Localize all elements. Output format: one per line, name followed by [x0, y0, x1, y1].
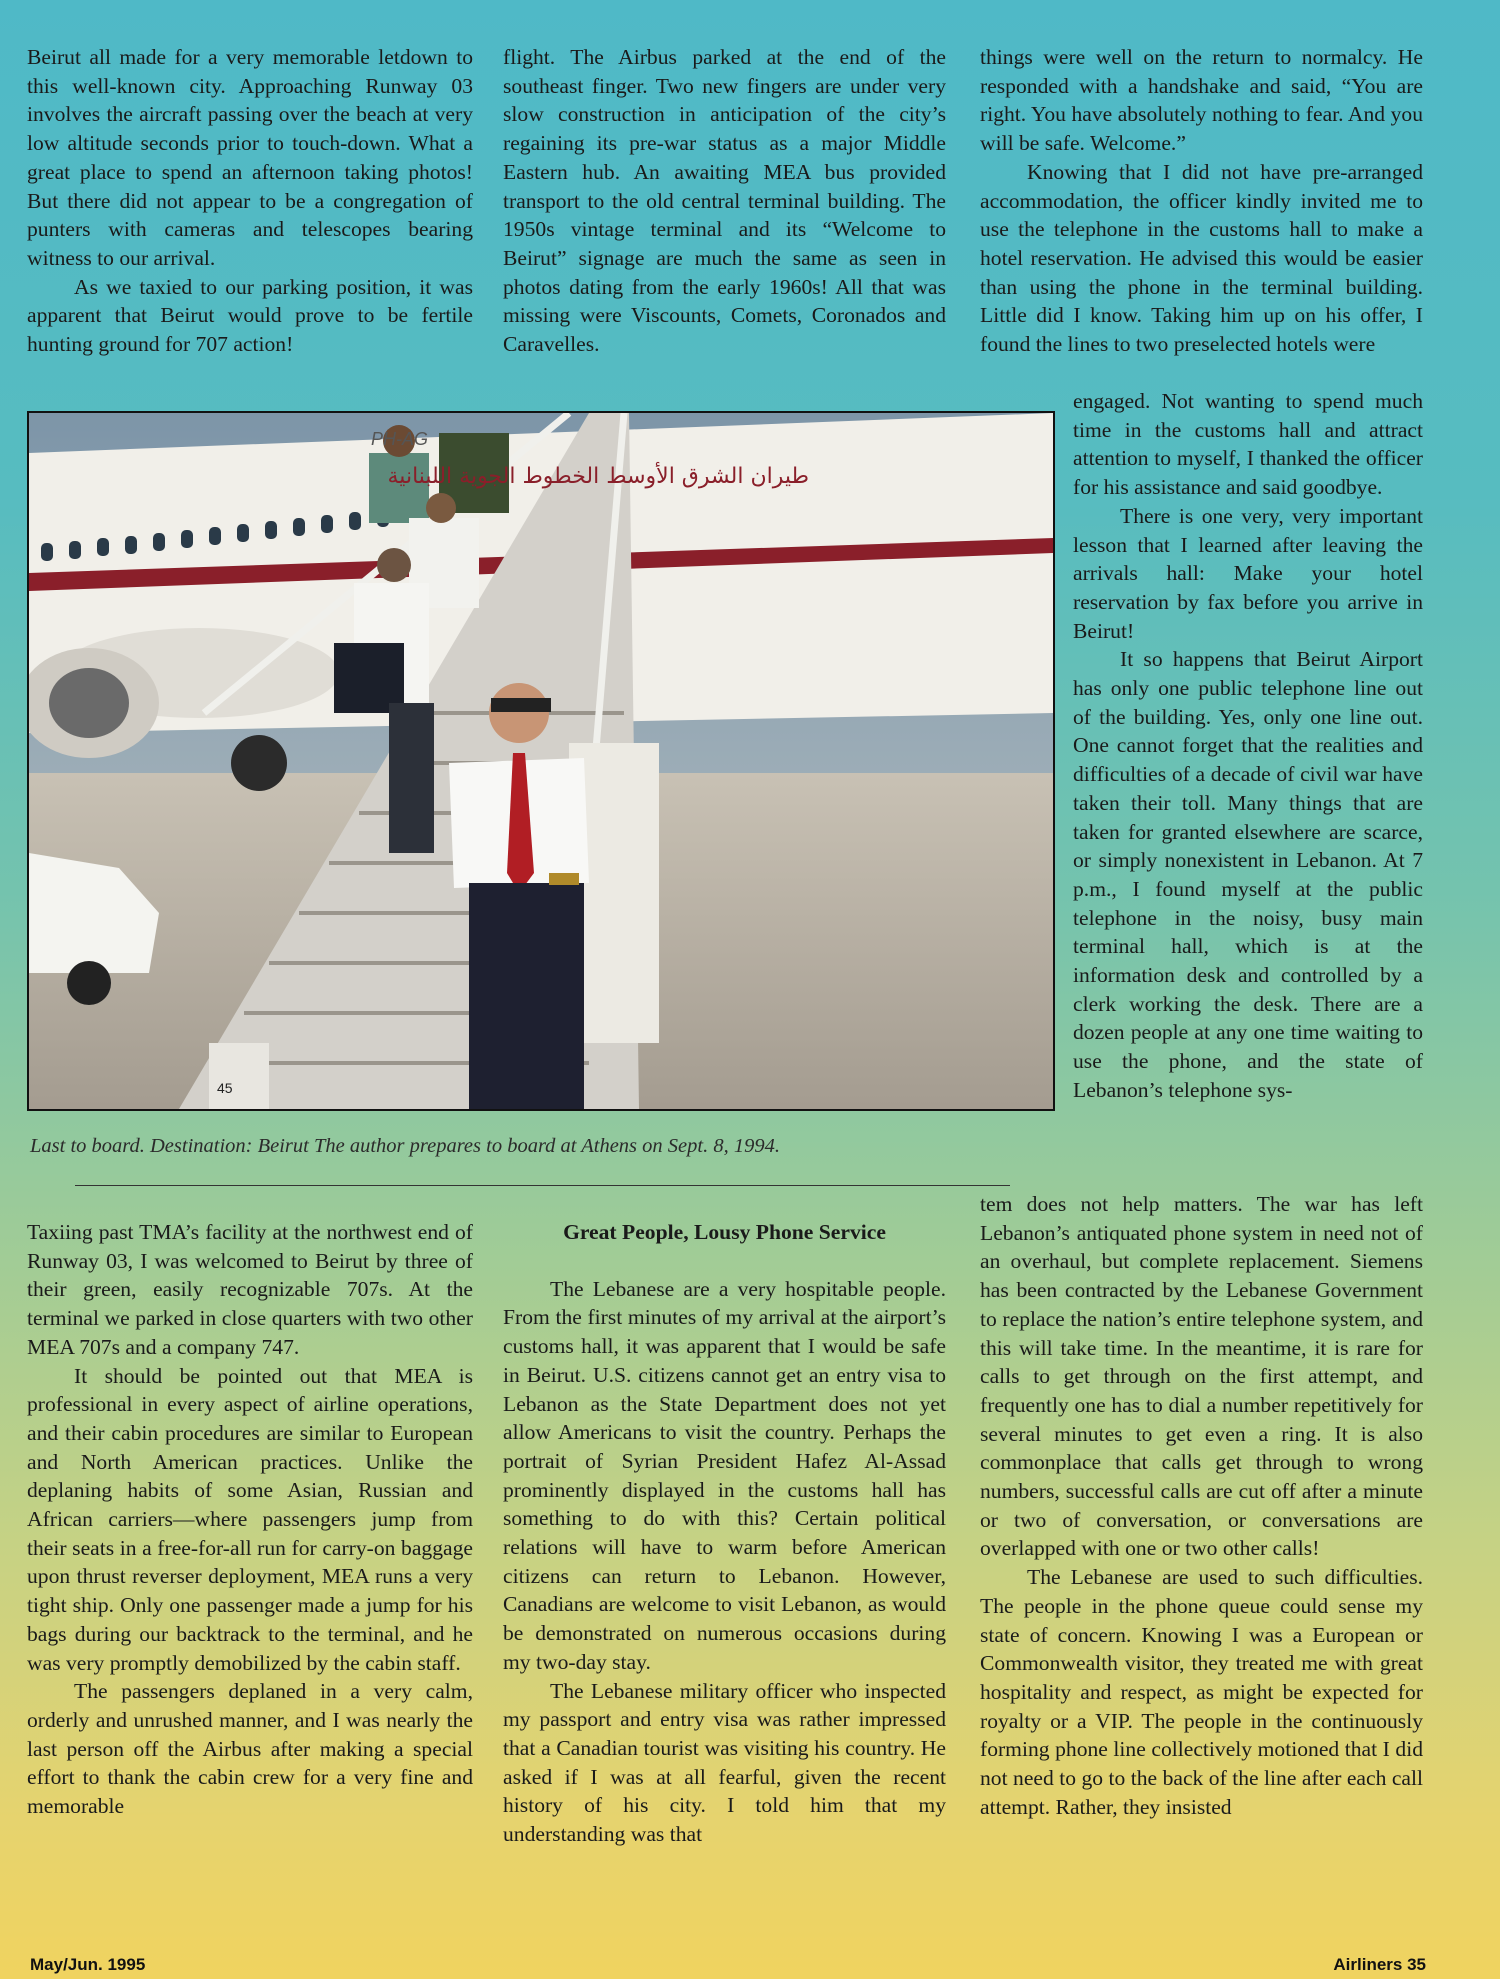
paragraph: flight. The Airbus parked at the end of the southeast finger. Two new fingers are under very slow construction in anticipation of the city’s regaining its pre-war status as a major Middle Eastern hub. An awaiting MEA bus provided transport to the old central terminal building. The 1950s vintage terminal and its “Welcome to Beirut” signage are much the same as seen in photos dating from the early 1960s! All that was missing were Viscounts, Comets, Coronados and Caravelles.	[503, 45, 946, 357]
footer-issue-date: May/Jun. 1995	[30, 1955, 146, 1974]
column-3-bottom	[980, 1190, 1423, 1821]
paragraph: tem does not help matters. The war has left Lebanon’s antiquated phone system in need not of an overhaul, but complete replacement. Siemens has been contracted by the Lebanese Government to replace the nation’s entire telephone system, and this will take time. In the meantime, it is rare for calls to get through on the first attempt, and frequently one has to dial a number repetitively for several minutes to get even a ring. It is also commonplace that calls get through to wrong numbers, successful calls are cut off after a minute or two of conversation, or conversations are overlapped with one or two other calls!	[980, 1192, 1423, 1561]
boarding-photo	[27, 411, 1055, 1111]
photo-caption: Last to board. Destination: Beirut The author prepares to board at Athens on Sept. 8, 1994.	[30, 1135, 780, 1157]
paragraph: As we taxied to our parking position, it was apparent that Beirut would prove to be fertile hunting ground for 707 action!	[27, 274, 473, 357]
column-3-top	[980, 43, 1423, 359]
aircraft-arabic-titles: طيران الشرق الأوسط الخطوط الجوية اللبنانية	[387, 464, 809, 489]
section-heading: Great People, Lousy Phone Service	[563, 1220, 886, 1244]
paragraph: Beirut all made for a very memorable letdown to this well-known city. Approaching Runway 03 involves the aircraft passing over the beach at very low altitude seconds prior to touch-down. What a great place to spend an afternoon taking photos! But there did not appear to be a congregation of punters with cameras and telescopes bearing witness to our arrival.	[27, 45, 473, 270]
column-1-top	[27, 43, 473, 359]
paragraph: There is one very, very important lesson that I learned after leaving the arrivals hall: Make your hotel reservation by fax before you arrive in Beirut!	[1073, 503, 1423, 643]
stair-number: 45	[217, 1080, 233, 1096]
paragraph: It so happens that Beirut Airport has only one public telephone line out of the building. Yes, only one line out. One cannot forget that the realities and difficulties of a decade of civil war have taken their toll. Many things that are taken for granted elsewhere are scarce, or simply nonexistent in Lebanon. At 7 p.m., I found myself at the public telephone in the noisy, busy main terminal hall, which is at the information desk and controlled by a clerk working the desk. There are a dozen people at any one time waiting to use the phone, and the state of Lebanon’s telephone sys-	[1073, 647, 1423, 1102]
paragraph: The Lebanese are used to such difficulties. The people in the phone queue could sense my state of concern. Knowing I was a European or Commonwealth visitor, they treated me with great hospitality and respect, as might be expected for royalty or a VIP. The people in the continuously forming phone line collectively motioned that I did not need to go to the back of the line after each call attempt. Rather, they insisted	[980, 1565, 1423, 1819]
divider	[75, 1185, 1010, 1186]
paragraph: The passengers deplaned in a very calm, orderly and unrushed manner, and I was nearly the last person off the Airbus after making a special effort to thank the cabin crew for a very fine and memorable	[27, 1679, 473, 1819]
footer-page-number: Airliners 35	[1333, 1955, 1426, 1974]
column-2-top	[503, 43, 946, 359]
paragraph: It should be pointed out that MEA is professional in every aspect of airline operations, and their cabin procedures are similar to European and North American practices. Unlike the deplaning habits of some Asian, Russian and African carriers—where passengers jump from their seats in a free-for-all run for carry-on baggage upon thrust reverser deployment, MEA runs a very tight ship. Only one passenger made a jump for his bags during our backtrack to the terminal, and he was very promptly demobilized by the cabin staff.	[27, 1363, 473, 1675]
paragraph: Taxiing past TMA’s facility at the northwest end of Runway 03, I was welcomed to Beirut by three of their green, easily recognizable 707s. At the terminal we parked in close quarters with two other MEA 707s and a company 747.	[27, 1220, 473, 1359]
column-3-middle	[1073, 387, 1423, 1105]
column-1-bottom	[27, 1218, 473, 1821]
paragraph: Knowing that I did not have pre-arranged accommodation, the officer kindly invited me to use the telephone in the customs hall to make a hotel reservation. He advised this would be easier than using the phone in the terminal building. Little did I know. Taking him up on his offer, I found the lines to two preselected hotels were	[980, 159, 1423, 357]
aircraft-registration: PH-AG	[371, 429, 429, 449]
column-2-bottom	[503, 1218, 946, 1849]
paragraph: The Lebanese military officer who inspected my passport and entry visa was rather impressed that a Canadian tourist was visiting his country. He asked if I was at all fearful, given the recent history of his city. I told him that my understanding was that	[503, 1678, 946, 1847]
paragraph: things were well on the return to normalcy. He responded with a handshake and said, “You are right. You have absolutely nothing to fear. And you will be safe. Welcome.”	[980, 45, 1423, 156]
paragraph: The Lebanese are a very hospitable people. From the first minutes of my arrival at the airport’s customs hall, it was apparent that I would be safe in Beirut. U.S. citizens cannot get an entry visa to Lebanon as the State Department does not yet allow Americans to visit the country. Perhaps the portrait of Syrian President Hafez Al-Assad prominently displayed in the customs hall has something to do with this? Certain political relations will have to warm before American citizens can return to Lebanon. However, Canadians are welcome to visit Lebanon, as would be demonstrated on numerous occasions during my two-day stay.	[503, 1276, 946, 1674]
paragraph: engaged. Not wanting to spend much time in the customs hall and attract attention to myself, I thanked the officer for his assistance and said goodbye.	[1073, 389, 1423, 500]
